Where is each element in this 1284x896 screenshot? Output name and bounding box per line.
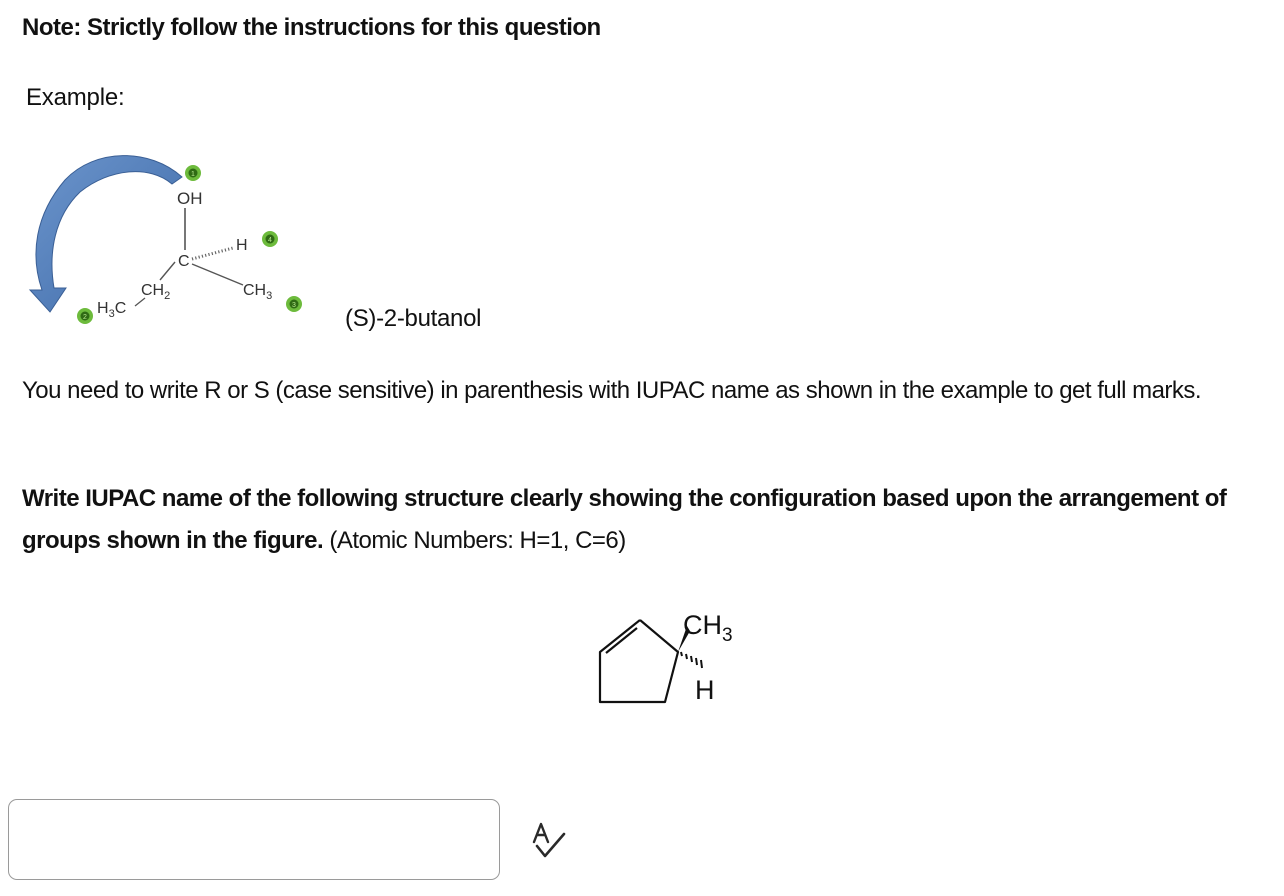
question-structure [540,600,760,720]
note-heading: Note: Strictly follow the instructions for this question [22,14,601,41]
priority-dot-2 [77,308,93,324]
instruction-text: You need to write R or S (case sensitive) in parenthesis with IUPAC name as shown in the example to get full marks. [22,377,1202,404]
spell-check-icon [528,818,570,860]
h3c-label: $H_3C$ [97,300,127,320]
example-compound-name: (S)-2-butanol [345,305,482,332]
atomic-numbers: (Atomic Numbers: H=1, C=6) [329,527,626,554]
example-structure [0,140,330,340]
structure-h-label: H [695,675,715,705]
h-label: H [236,237,248,254]
question-prompt: Write IUPAC name of the following structure clearly showing the configuration based upon the arrangement of groups shown in the figure. [22,485,1227,554]
priority-dot-1 [185,165,201,181]
priority-dot-4 [262,231,278,247]
spell-check-button[interactable] [528,818,570,860]
question-text [22,478,1272,562]
svg-text:3: 3 [292,302,296,309]
svg-text:2: 2 [83,314,87,321]
answer-input[interactable] [8,799,500,880]
priority-dot-3 [286,296,302,312]
chiral-carbon-label: C [178,253,190,270]
ch3-label: $CH_3$ [243,282,273,302]
oh-label: OH [177,189,203,208]
ch2-label: $CH_2$ [141,282,171,302]
svg-text:1: 1 [191,171,195,178]
example-label: Example: [26,84,125,111]
structure-ch3-label: $CH_3$ [683,610,733,646]
svg-text:4: 4 [268,237,272,244]
